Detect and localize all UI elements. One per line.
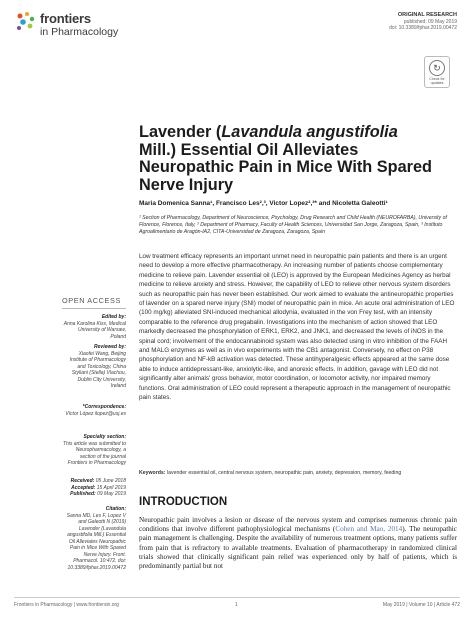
sidebar-divider — [62, 308, 126, 309]
article-header-info — [389, 12, 457, 32]
accepted-date: 15 April 2019 — [96, 484, 126, 491]
specialty-section — [62, 434, 126, 467]
dates — [62, 478, 126, 498]
frontiers-logo-icon — [14, 10, 36, 32]
published-date: published: 09 May 2019 — [403, 18, 457, 25]
affiliations: ¹ Section of Pharmacology, Department of Neuroscience, Psychology, Drug Research and Child Health (NEUROFARBA), University of Florence, Florence, Italy, ² Department of Pharmacy, Faculty of Health Sciences, Universidad San Jorge, Zaragoza, Spain, ³ Instituto Agroalimentario de Aragón-IA2, CITA-Universidad de Zaragoza, Zaragoza, Spain — [139, 215, 447, 235]
journal-brand: frontiers — [40, 11, 91, 26]
introduction-heading: INTRODUCTION — [139, 496, 228, 508]
introduction-body — [139, 516, 457, 571]
intro-text-2: ). The neuropathic pain management is challenging. Despite the availability of numerous treatment options, many patients suffer from pain that is refractory to available treatments. Evaluation of pharmacotherapy in randomized clinical trials showed that clinically significant pain relief was experienced only by half of patients, which is predominantly partial but not — [139, 525, 457, 571]
check-updates-icon: ↻ — [429, 60, 445, 76]
received-date: 05 June 2018 — [95, 478, 126, 484]
reviewer-1: Xiaofei Wang, Beijing Institute of Pharmacology and Toxicology, China — [69, 350, 126, 370]
accepted-label: Accepted: — [71, 484, 96, 491]
check-updates-badge[interactable] — [424, 56, 450, 88]
edited-label: Edited by: — [101, 314, 126, 320]
section-value: This article was submitted to Neuropharmacology, a section of the journal Frontiers in Pharmacology — [62, 440, 126, 466]
doi[interactable]: doi: 10.3389/fphar.2019.00472 — [389, 25, 457, 32]
citation-value: Sanna MD, Les F, Lopez V and Galeotti N (2019) Lavender (Lavandula angustifolia Mill.) Essential Oil Alleviates Neuropathic Pain in Mice With Spared Nerve Injury. Front. Pharmacol. 10:472. doi: 10.3389/fphar.2019.00472 — [66, 512, 126, 571]
edited-by — [62, 314, 126, 340]
keywords — [139, 470, 457, 477]
title-part1: Lavender ( — [139, 123, 222, 141]
footer-left[interactable]: Frontiers in Pharmacology | www.frontiersin.org — [14, 602, 119, 608]
page-number: 1 — [235, 602, 238, 608]
article-type: ORIGINAL RESEARCH — [397, 12, 457, 18]
reviewed-by — [62, 344, 126, 390]
journal-name: in Pharmacology — [40, 26, 119, 38]
keywords-text: lavender essential oil, central nervous system, neuropathic pain, anxiety, depression, memory, feeding — [166, 470, 402, 476]
open-access-label: OPEN ACCESS — [62, 296, 121, 305]
corr-label: *Correspondence: — [82, 404, 126, 410]
check-updates-label: Check for updates — [429, 77, 445, 85]
citation-label: Citation: — [105, 506, 126, 512]
section-label: Specialty section: — [83, 434, 126, 440]
corr-value[interactable]: Víctor López ilopez@usj.es — [65, 410, 126, 417]
reviewer-2: Styliani (Stella) Vlachou, Dublin City University, Ireland — [71, 370, 126, 389]
title-part2: Mill.) Essential Oil Alleviates Neuropathic Pain in Mice With Spared Nerve Injury — [139, 140, 432, 194]
authors: Maria Domenica Sanna¹, Francisco Les²,³, Victor Lopez²,³* and Nicoletta Galeotti¹ — [139, 200, 388, 207]
title-italic: Lavandula angustifolia — [221, 123, 398, 141]
citation-link[interactable]: Cohen and Mao, 2014 — [335, 525, 403, 534]
article-title — [139, 124, 439, 194]
reviewed-label: Reviewed by: — [94, 344, 126, 350]
published-value: 09 May 2019 — [97, 491, 126, 497]
published-label: Published: — [70, 491, 96, 497]
intro-text-1: Neuropathic pain involves a lesion or disease of the nervous system and comprises numerous chronic pain conditions that involve different pathophysiological mechanisms ( — [139, 516, 457, 534]
correspondence — [62, 404, 126, 417]
footer-right: May 2019 | Volume 10 | Article 472 — [382, 602, 460, 608]
footer-divider — [14, 597, 460, 598]
abstract: Low treatment efficacy represents an important unmet need in neuropathic pain patients and there is an urgent need to develop a more effective pharmacotherapy. An increasing number of patients choose complementary medicine to relieve pain. Lavender essential oil (LEO) is approved by the European Medicines Agency as herbal medicine to relieve anxiety and stress. However, the capability of LEO to relieve other nervous system disorders such as neuropathic pain has never been established. Our work aimed to evaluate the antineuropathic properties of lavender on a spared nerve injury (SNI) model of neuropathic pain in mice. An acute oral administration of LEO (100 mg/kg) alleviated SNI-induced mechanical allodynia, evaluated in the von Frey test, with an intensity comparable to the reference drug pregabalin. Investigations into the mechanism of action showed that LEO markedly decreased the phosphorylation of ERK1, ERK2, and JNK1, and decreased the levels of iNOS in the spinal cord; involvement of the endocannabinoid system was also detected using in vitro inhibition of the FAAH and MALG enzymes as well as in vivo experiments with the CB1 antagonist. Conversely, no effect on P38 phosphorylation and NF-kB activation was detected. These antihyperalgesic effects appeared at the same dose able to induce antidepressant-like, anxiolytic-like, and anorexic effects. In addition, gavage with LEO did not significantly alter animals' gross behavior, motor coordination, or locomotor activity, nor impaired memory functions. Oral administration of LEO could represent a therapeutic approach in the management of neuropathic pain states. — [139, 253, 455, 402]
editor: Anna Karolina Kiss, Medical University of Warsaw, Poland — [63, 320, 126, 340]
received-label: Received: — [70, 478, 95, 484]
keywords-label: Keywords: — [139, 470, 166, 476]
citation — [62, 506, 126, 571]
